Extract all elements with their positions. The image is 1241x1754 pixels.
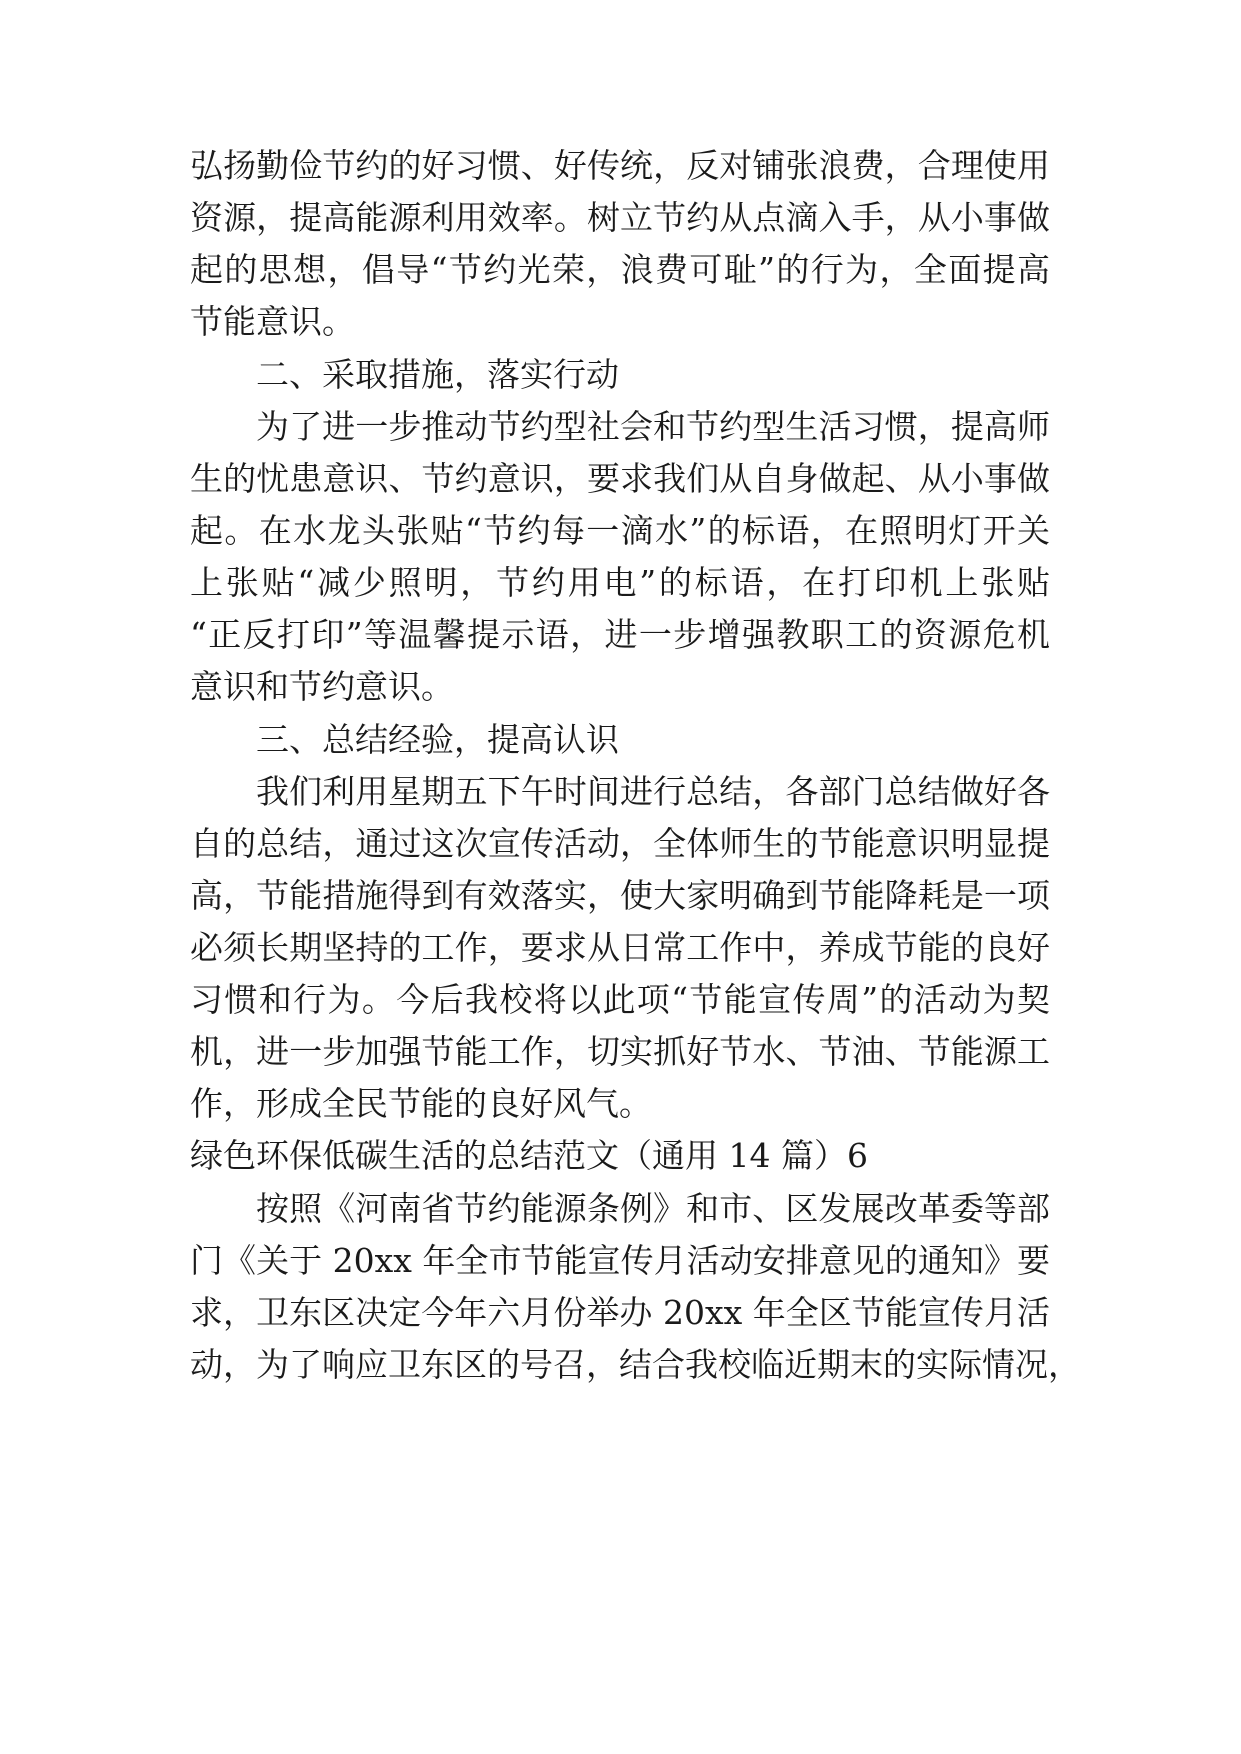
- paragraph-4-line-2: 门《关于 20xx 年全市节能宣传月活动安排意见的通知》要: [190, 1241, 1050, 1280]
- paragraph-3-line-4: 必须长期坚持的工作，要求从日常工作中，养成节能的良好: [190, 928, 1050, 967]
- paragraph-3-line-1: 我们利用星期五下午时间进行总结，各部门总结做好各: [256, 772, 1050, 811]
- paragraph-1-line-4: 节能意识。: [190, 302, 355, 341]
- paragraph-2-line-5: “正反打印”等温馨提示语，进一步增强教职工的资源危机: [190, 615, 1050, 654]
- section-title: 绿色环保低碳生活的总结范文（通用 14 篇）6: [190, 1136, 868, 1175]
- paragraph-3-line-2: 自的总结，通过这次宣传活动，全体师生的节能意识明显提: [190, 824, 1050, 863]
- paragraph-2-line-3: 起。在水龙头张贴“节约每一滴水”的标语，在照明灯开关: [190, 511, 1050, 550]
- paragraph-3-line-6: 机，进一步加强节能工作，切实抓好节水、节油、节能源工: [190, 1032, 1050, 1071]
- paragraph-2-line-6: 意识和节约意识。: [190, 667, 454, 706]
- paragraph-4-line-4: 动，为了响应卫东区的号召，结合我校临近期末的实际情况，: [190, 1345, 1081, 1384]
- paragraph-4-line-3: 求，卫东区决定今年六月份举办 20xx 年全区节能宣传月活: [190, 1293, 1050, 1332]
- paragraph-3-line-3: 高，节能措施得到有效落实，使大家明确到节能降耗是一项: [190, 876, 1050, 915]
- paragraph-2-line-1: 为了进一步推动节约型社会和节约型生活习惯，提高师: [256, 407, 1050, 446]
- paragraph-1-line-3: 起的思想，倡导“节约光荣，浪费可耻”的行为，全面提高: [190, 250, 1050, 289]
- paragraph-4-line-1: 按照《河南省节约能源条例》和市、区发展改革委等部: [256, 1189, 1050, 1228]
- section-heading-2: 二、采取措施，落实行动: [256, 355, 619, 394]
- paragraph-1-line-1: 弘扬勤俭节约的好习惯、好传统，反对铺张浪费，合理使用: [190, 146, 1050, 185]
- section-heading-3: 三、总结经验，提高认识: [256, 720, 619, 759]
- paragraph-3-line-7: 作，形成全民节能的良好风气。: [190, 1084, 652, 1123]
- paragraph-2-line-2: 生的忧患意识、节约意识，要求我们从自身做起、从小事做: [190, 459, 1050, 498]
- paragraph-1-line-2: 资源，提高能源利用效率。树立节约从点滴入手，从小事做: [190, 198, 1050, 237]
- paragraph-2-line-4: 上张贴“减少照明，节约用电”的标语，在打印机上张贴: [190, 563, 1050, 602]
- paragraph-3-line-5: 习惯和行为。今后我校将以此项“节能宣传周”的活动为契: [190, 980, 1050, 1019]
